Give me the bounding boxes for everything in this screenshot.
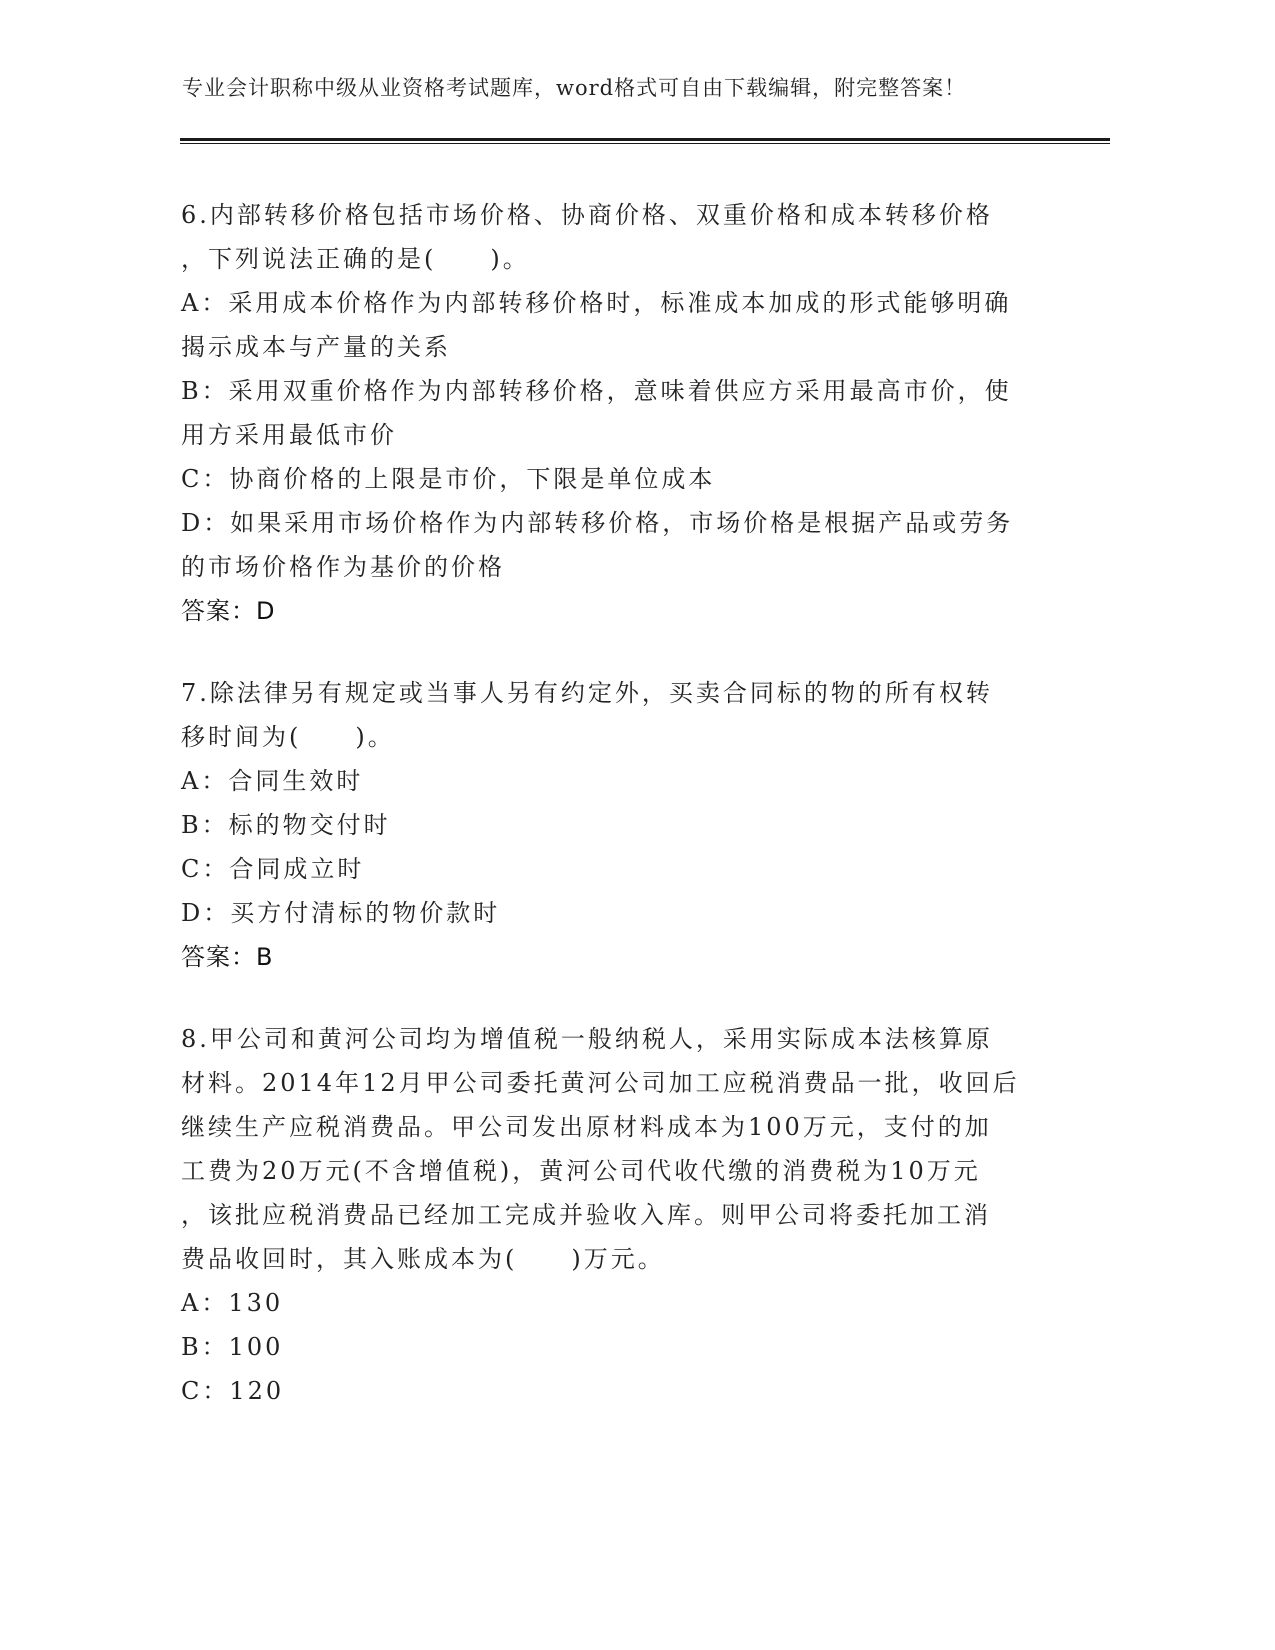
option-a-continued: 揭示成本与产量的关系: [181, 333, 451, 361]
question-8: [181, 1017, 1041, 1413]
option-b: B：采用双重价格作为内部转移价格，意味着供应方采用最高市价，使: [181, 377, 1012, 405]
question-7: [181, 671, 1041, 979]
page-header: 专业会计职称中级从业资格考试题库，word格式可自由下载编辑，附完整答案！: [182, 76, 967, 100]
question-stem-line: 费品收回时，其入账成本为( )万元。: [181, 1245, 665, 1273]
option-c: C：120: [181, 1377, 285, 1405]
question-stem-line: 材料。2014年12月甲公司委托黄河公司加工应税消费品一批，收回后: [181, 1069, 1020, 1097]
option-b: B：100: [181, 1333, 284, 1361]
question-stem-line: 8.甲公司和黄河公司均为增值税一般纳税人，采用实际成本法核算原: [181, 1025, 993, 1053]
option-d: D：买方付清标的物价款时: [181, 899, 501, 927]
question-stem-line: 移时间为( )。: [181, 723, 395, 751]
question-list: [181, 193, 1041, 1451]
question-stem-line: ，下列说法正确的是( )。: [181, 245, 530, 273]
option-c: C：合同成立时: [181, 855, 365, 883]
option-d: D：如果采用市场价格作为内部转移价格，市场价格是根据产品或劳务: [181, 509, 1014, 537]
option-b: B：标的物交付时: [181, 811, 391, 839]
question-stem-line: 工费为20万元(不含增值税)，黄河公司代收代缴的消费税为10万元: [181, 1157, 981, 1185]
question-stem-line: ，该批应税消费品已经加工完成并验收入库。则甲公司将委托加工消: [181, 1201, 991, 1229]
option-a: A：合同生效时: [181, 767, 364, 795]
question-stem-line: 6.内部转移价格包括市场价格、协商价格、双重价格和成本转移价格: [181, 201, 993, 229]
answer-label: 答案：D: [181, 597, 276, 625]
answer-label: 答案：B: [181, 943, 274, 971]
question-stem-line: 7.除法律另有规定或当事人另有约定外，买卖合同标的物的所有权转: [181, 679, 993, 707]
option-c: C：协商价格的上限是市价，下限是单位成本: [181, 465, 716, 493]
option-d-continued: 的市场价格作为基价的价格: [181, 553, 505, 581]
header-divider: [180, 138, 1110, 144]
option-b-continued: 用方采用最低市价: [181, 421, 397, 449]
question-stem-line: 继续生产应税消费品。甲公司发出原材料成本为100万元，支付的加: [181, 1113, 992, 1141]
option-a: A：130: [181, 1289, 284, 1317]
option-a: A：采用成本价格作为内部转移价格时，标准成本加成的形式能够明确: [181, 289, 1012, 317]
question-6: [181, 193, 1041, 633]
